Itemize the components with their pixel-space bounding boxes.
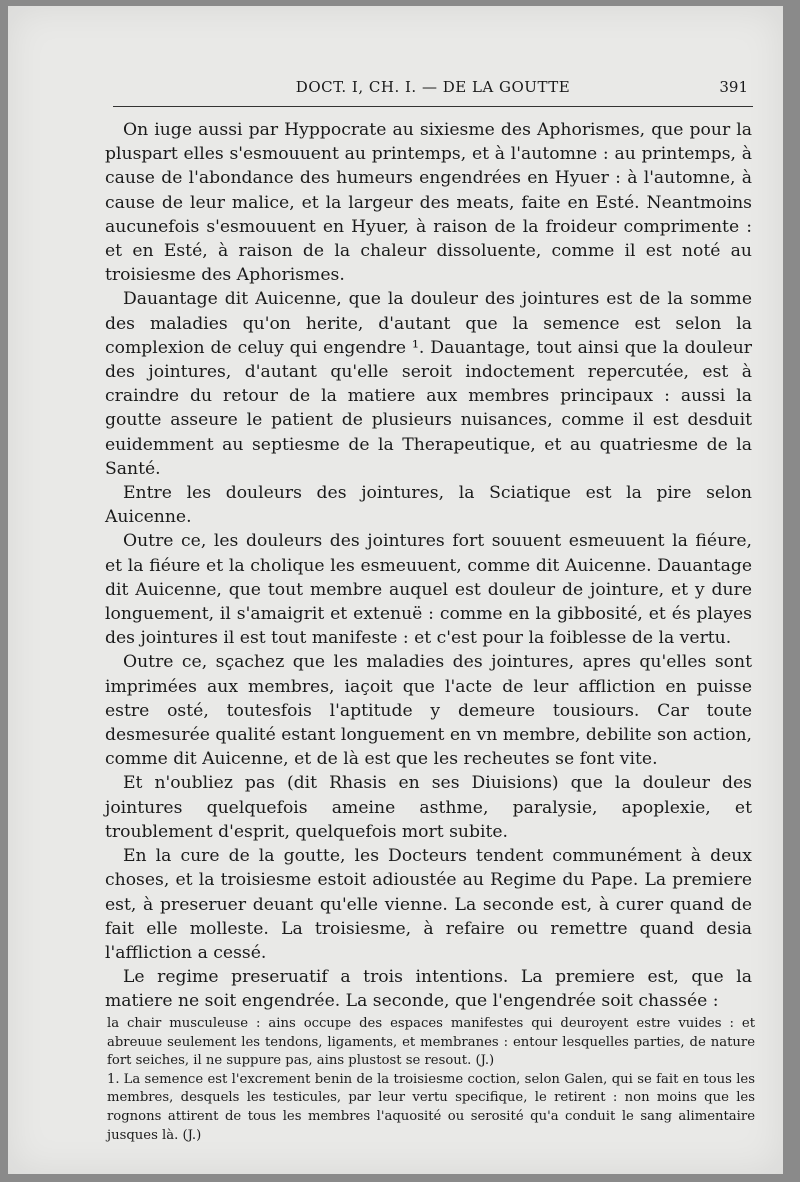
paragraph: Et n'oubliez pas (dit Rhasis en ses Diuisions) que la douleur des jointures quelquefois ameine asthme, paralysie, apoplexie, et troublement d'esprit, quelquefois mort subite. bbox=[105, 773, 752, 842]
footnote bbox=[107, 1071, 755, 1145]
running-title: DOCT. I, CH. I. — DE LA GOUTTE bbox=[295, 78, 571, 96]
paragraph: Entre les douleurs des jointures, la Sciatique est la pire selon Auicenne. bbox=[105, 483, 752, 528]
paragraph: Outre ce, les douleurs des jointures fort souuent esmeuuent la fiéure, et la fiéure et la cholique les esmeuuent, comme dit Auicenne. Dauantage dit Auicenne, que tout membre auquel est douleur de jointure, et y dure longuement, il s'amaigrit et extenuë : comme en la gibbosité, et és playes des jointures il est tout manifeste : et c'est pour la foiblesse de la vertu. bbox=[105, 531, 752, 649]
paragraph: En la cure de la goutte, les Docteurs tendent communément à deux choses, et la troisiesme estoit adioustée au Regime du Pape. La premiere est, à preseruer deuant qu'elle vienne. La seconde est, à curer quand de fait elle molleste. La troisiesme, à refaire ou remettre quand desia l'affliction a cessé. bbox=[105, 846, 752, 963]
footnotes bbox=[107, 1015, 755, 1145]
footnote-text: La semence est l'excrement benin de la troisiesme coction, selon Galen, qui se fait en tous les membres, desquels les testicules, par leur vertu specifique, le retirent : non moins que les rognons attirent de tous les membres l'aquosité ou serosité qu'a conduit le sang alimentaire jusques là. (J.) bbox=[107, 1071, 755, 1143]
paragraph: Le regime preseruatif a trois intentions. La premiere est, que la matiere ne soit engendrée. La seconde, que l'engendrée soit chassée : bbox=[105, 967, 752, 1012]
page-header bbox=[113, 70, 753, 107]
paragraph: Outre ce, sçachez que les maladies des jointures, apres qu'elles sont imprimées aux membres, iaçoit que l'acte de leur affliction en puisse estre osté, toutesfois l'aptitude y demeure tousiours. Car toute desmesurée qualité estant longuement en vn membre, debilite son action, comme dit Auicenne, et de là est que les recheutes se font vite. bbox=[105, 652, 752, 770]
footnote-number: 1. bbox=[107, 1071, 120, 1087]
paragraph: Dauantage dit Auicenne, que la douleur des jointures est de la somme des maladies qu'on herite, d'autant que la semence est selon la complexion de celuy qui engendre ¹. Dauantage, tout ainsi que la douleur des jointures, d'autant qu'elle seroit indoctement repercutée, est à craindre du retour de la matiere aux membres principaux : aussi la goutte asseure le patient de plusieurs nuisances, comme il est desduit euidemment au septiesme de la Therapeutique, et au quatriesme de la Santé. bbox=[105, 289, 752, 479]
paragraph: On iuge aussi par Hyppocrate au sixiesme des Aphorismes, que pour la pluspart elles s'esmouuent au printemps, et à l'automne : au printemps, à cause de l'abondance des humeurs engendrées en Hyuer : à l'automne, à cause de leur malice, et la largeur des meats, faite en Esté. Neantmoins aucunefois s'esmouuent en Hyuer, à raison de la froideur comprimente : et en Esté, à raison de la chaleur dissoluente, comme il est noté au troisiesme des Aphorismes. bbox=[105, 120, 752, 286]
footnote-continuation: la chair musculeuse : ains occupe des espaces manifestes qui deuroyent estre vuides : et abreuue seulement les tendons, ligaments, et membranes : entour lesquelles parties, de nature fort seiches, il ne suppure pas, ains plustost se resout. (J.) bbox=[107, 1016, 755, 1069]
main-text bbox=[105, 118, 752, 1014]
page-number: 391 bbox=[719, 78, 748, 96]
